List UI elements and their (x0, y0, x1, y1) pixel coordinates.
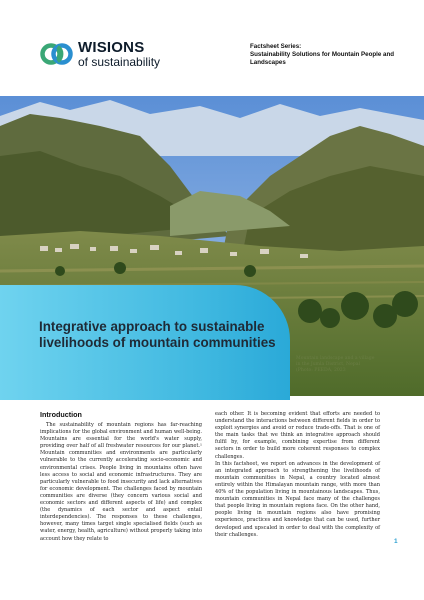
page-title: Integrative approach to sustainable livelihoods of mountain communities (39, 319, 276, 350)
paragraph: each other. It is becoming evident that efforts are needed to understand the interactions between different fields in order to exploit synergies and avoid or reduce trade-offs. That is one of the main tasks that we think an integrative approach should fulfil by, for example, combining expertise from different sectors in order to build more coherent responses to complex challenges. (215, 411, 380, 460)
photo-caption-line: (Photo: PEEDA, 2023 (296, 368, 346, 373)
photo-caption-line: in the Jumla District, Nepal (296, 362, 360, 367)
logo-tagline: of sustainability (78, 55, 161, 69)
paragraph: In this factsheet, we report on advances in the development of an integrated approach to strengthening the livelihoods of mountain communities in Nepal, a country located almost entirely within the Himalayan mountain range, with more than 40% of the population living in mountainous landscapes. Thus, mountain communities in Nepal face many of the challenges that people living in mountain regions face. On the other hand, people living in mountain regions also have promising experience, practices and knowledge that can be used, further developed and upscaled in order to deal with the complexity of their challenges. (215, 460, 380, 538)
text-column-left (40, 422, 202, 543)
series-header (250, 43, 410, 67)
photo-caption (296, 356, 412, 374)
wisions-logo-icon (40, 41, 74, 67)
section-heading: Introduction (40, 410, 82, 419)
wisions-logo (40, 41, 190, 67)
text-column-right (215, 411, 380, 539)
series-title: Sustainability Solutions for Mountain People and Landscapes (250, 51, 395, 66)
page-number: 1 (394, 538, 398, 545)
logo-wordmark: WISIONS (78, 39, 145, 56)
photo-caption-line: Mountain landscape and a village (296, 356, 375, 361)
paragraph: The sustainability of mountain regions has far-reaching implications for the global environment and human well-being. Mountains are essential for the world's water supply, providing over half of all freshwater resources for our planet.¹ Mountain communities and environments are particularly vulnerable to the currently accelerating socio-economic and environmental crises. People living in mountains often have less access to social and economic infrastructures. They are particularly vulnerable to food insecurity and lack alternatives for economic development. The challenges faced by mountain communities are diverse (they concern various social and economic sectors and different aspects of life) and complex (the dynamics of each sector and aspect entail interdependencies). The responses to these challenges, however, many times target single specialised fields (such as water, energy, health, agriculture) without properly taking into account how they relate to (40, 422, 202, 542)
series-label: Factsheet Series: (250, 43, 302, 50)
